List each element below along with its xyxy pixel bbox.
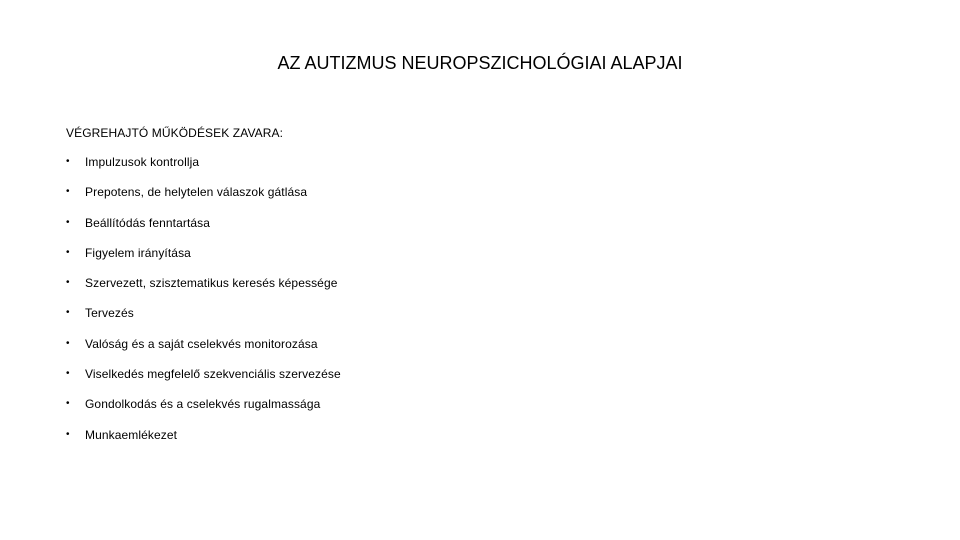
list-item-text: Viselkedés megfelelő szekvenciális szervezése (85, 367, 341, 382)
bullet-icon: • (66, 186, 70, 198)
bullet-list (66, 154, 341, 457)
list-item (66, 396, 341, 426)
list-item-text: Beállítódás fenntartása (85, 215, 211, 230)
bullet-icon: • (66, 246, 70, 258)
bullet-icon: • (66, 428, 70, 440)
list-item-text: Impulzusok kontrollja (85, 155, 200, 169)
slide-title: AZ AUTIZMUS NEUROPSZICHOLÓGIAI ALAPJAI (277, 53, 683, 73)
list-item (66, 336, 341, 366)
bullet-icon: • (66, 368, 70, 380)
list-item (66, 427, 341, 457)
list-item-text: Munkaemlékezet (85, 427, 178, 442)
section-heading: VÉGREHAJTÓ MŰKÖDÉSEK ZAVARA: (66, 126, 284, 140)
list-item (66, 154, 341, 184)
list-item (66, 215, 341, 245)
list-item (66, 184, 341, 214)
list-item (66, 305, 341, 335)
list-item-text: Gondolkodás és a cselekvés rugalmassága (85, 397, 321, 412)
bullet-icon: • (66, 337, 70, 349)
list-item (66, 245, 341, 275)
list-item-text: Szervezett, szisztematikus keresés képessége (85, 276, 338, 291)
bullet-icon: • (66, 216, 70, 228)
bullet-icon: • (66, 277, 70, 289)
bullet-icon: • (66, 398, 70, 410)
list-item-text: Tervezés (85, 306, 134, 321)
list-item-text: Figyelem irányítása (85, 245, 191, 260)
bullet-icon: • (66, 307, 70, 319)
list-item (66, 366, 341, 396)
bullet-icon: • (66, 156, 70, 167)
list-item (66, 275, 341, 305)
list-item-text: Prepotens, de helytelen válaszok gátlása (85, 185, 308, 200)
list-item-text: Valóság és a saját cselekvés monitorozása (85, 336, 318, 351)
